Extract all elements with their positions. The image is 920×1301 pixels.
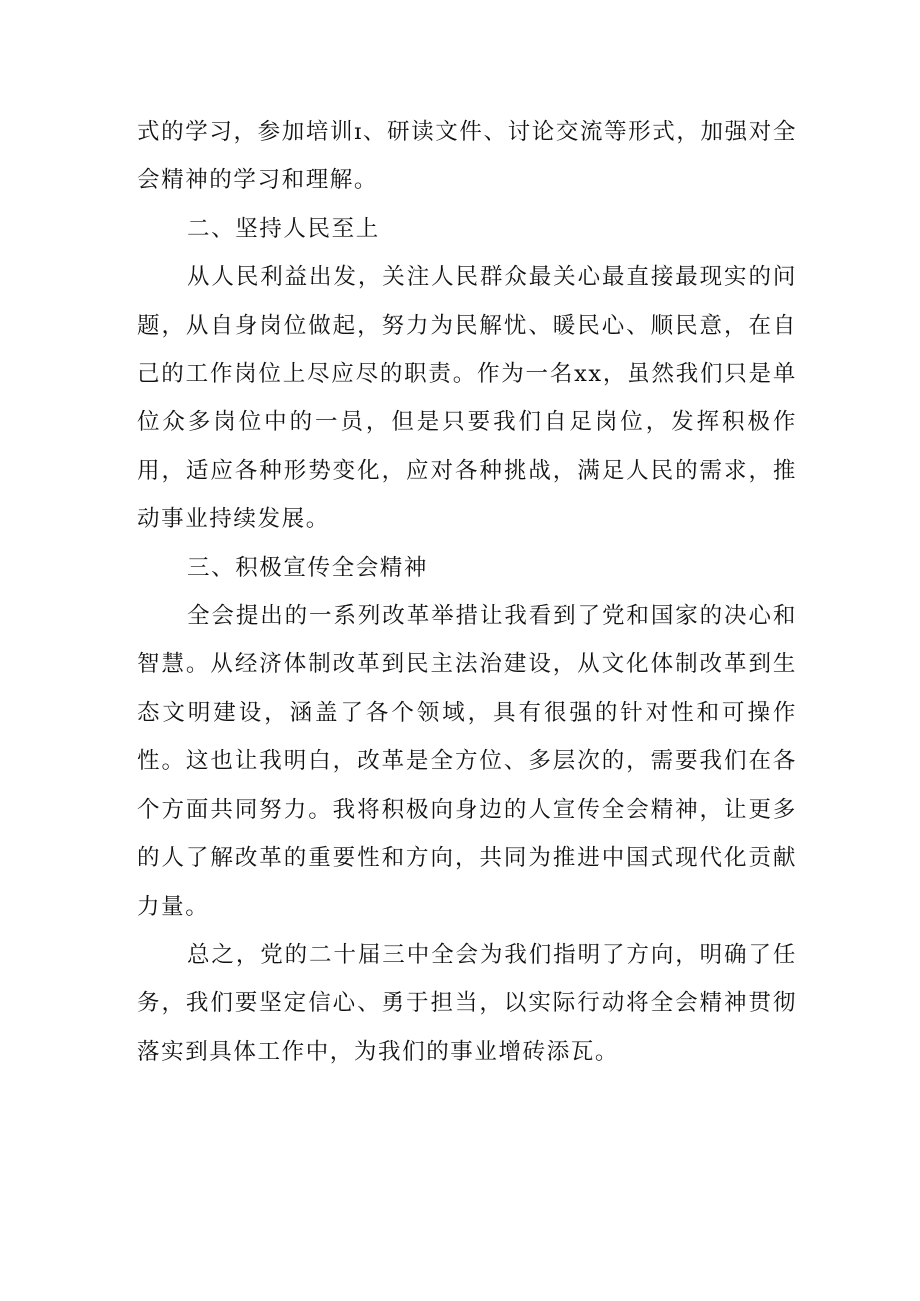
- document-page: [137, 108, 797, 1076]
- section-body-3: 全会提出的一系列改革举措让我看到了党和国家的决心和智慧。从经济体制改革到民主法治建设，从文化体制改革到生态文明建设，涵盖了各个领域，具有很强的针对性和可操作性。这也让我明白，改革是全方位、多层次的，需要我们在各个方面共同努力。我将积极向身边的人宣传全会精神，让更多的人了解改革的重要性和方向，共同为推进中国式现代化贡献力量。: [137, 603, 797, 920]
- section-body-2: 从人民利益出发，关注人民群众最关心最直接最现实的问题，从自身岗位做起，努力为民解忧、暖民心、顺民意，在自己的工作岗位上尽应尽的职责。作为一名xx，虽然我们只是单位众多岗位中的一员，但是只要我们自足岗位，发挥积极作用，适应各种形势变化，应对各种挑战，满足人民的需求，推动事业持续发展。: [137, 264, 797, 533]
- section-heading-3: 三、积极宣传全会精神: [187, 554, 429, 581]
- conclusion-paragraph: 总之，党的二十届三中全会为我们指明了方向，明确了任务，我们要坚定信心、勇于担当，以实际行动将全会精神贯彻落实到具体工作中，为我们的事业增砖添瓦。: [137, 941, 797, 1065]
- continued-paragraph: 式的学习，参加培训ɪ、研读文件、讨论交流等形式，加强对全会精神的学习和理解。: [137, 119, 797, 194]
- section-heading-2: 二、坚持人民至上: [187, 215, 380, 242]
